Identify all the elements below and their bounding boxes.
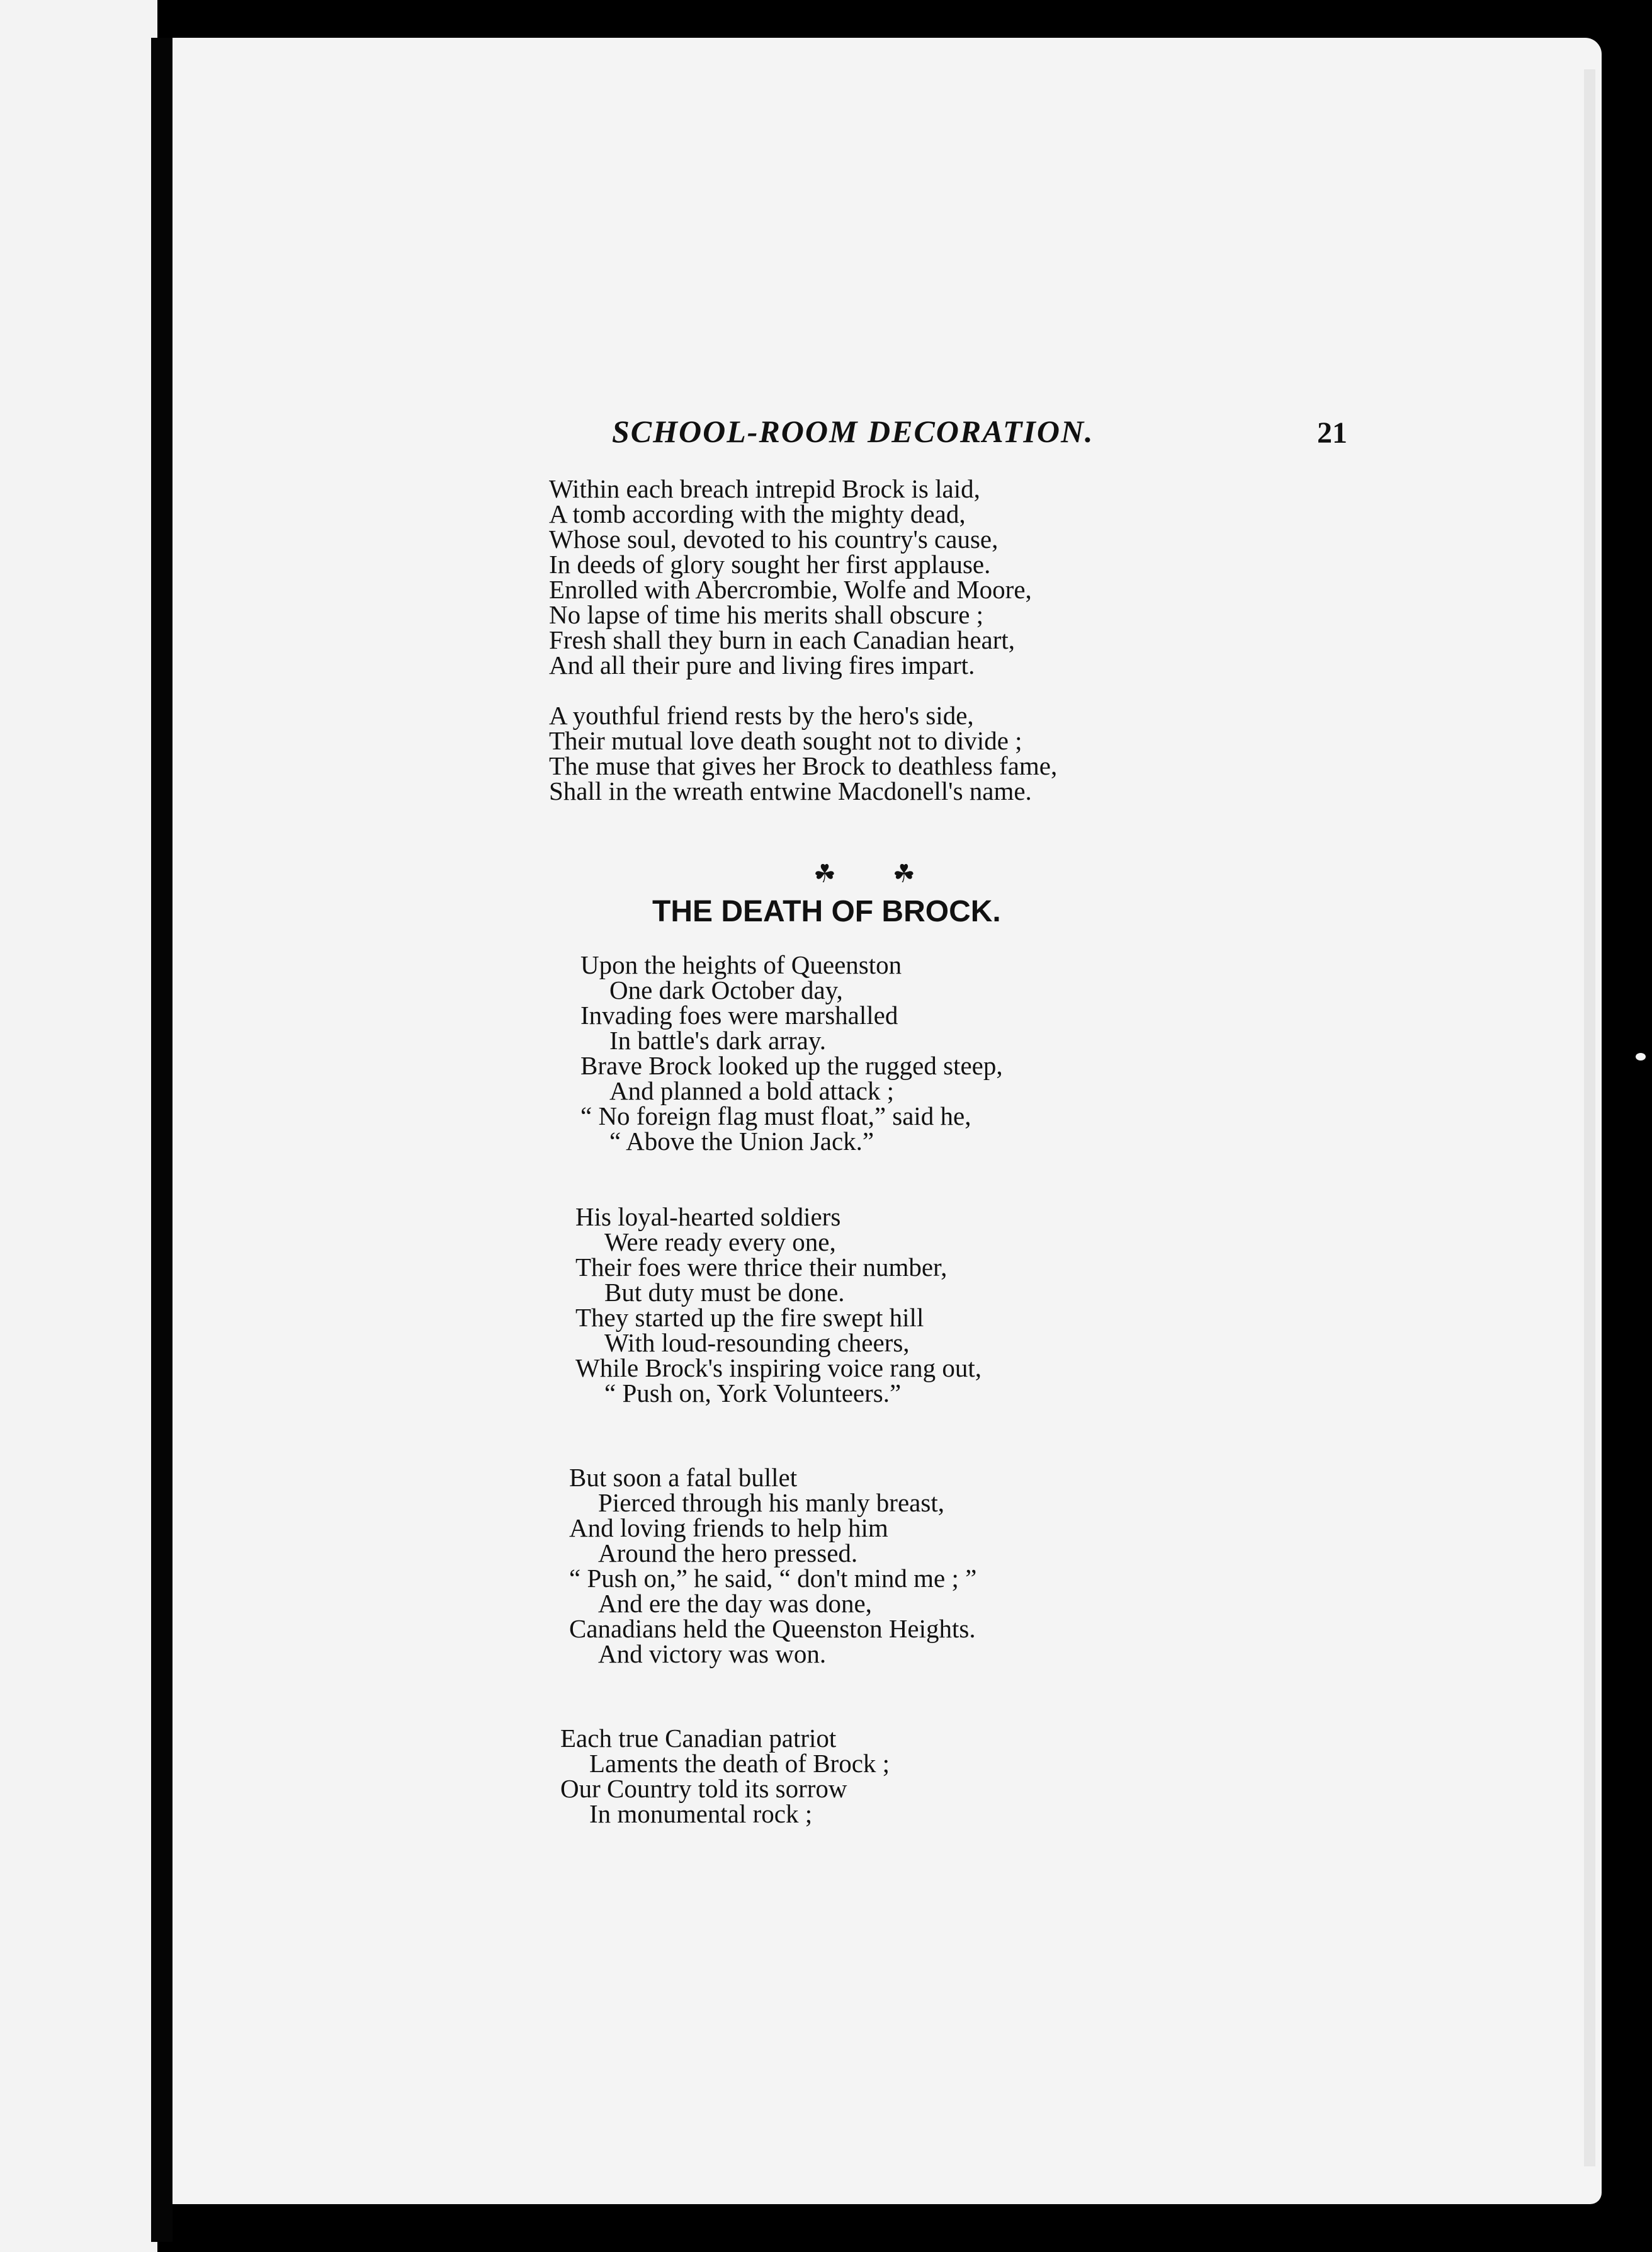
poem-line: With loud-resounding cheers, — [604, 1328, 910, 1357]
poem-two — [580, 952, 1003, 1154]
poem-one — [549, 476, 1057, 804]
poem-line: Around the hero pressed. — [598, 1538, 858, 1567]
poem-line: Their foes were thrice their number, — [575, 1253, 948, 1282]
scan-speck — [1636, 1053, 1646, 1061]
poem-line: Fresh shall they burn in each Canadian heart, — [549, 625, 1016, 654]
poem-line: And ere the day was done, — [598, 1589, 872, 1618]
poem-line: “ Above the Union Jack.” — [609, 1127, 874, 1156]
poem-line: Within each breach intrepid Brock is laid, — [549, 474, 980, 503]
poem-line: Laments the death of Brock ; — [589, 1749, 890, 1778]
poem-line: Their mutual love death sought not to divide ; — [549, 726, 1022, 755]
poem-line: Pierced through his manly breast, — [598, 1488, 944, 1517]
poem-line: In deeds of glory sought her first applause. — [549, 550, 991, 579]
clover-ornament: ☘ ☘ — [813, 860, 941, 888]
poem-line: Our Country told its sorrow — [560, 1774, 847, 1803]
scan-speck — [249, 2136, 258, 2161]
poem-line: The muse that gives her Brock to deathless fame, — [549, 751, 1058, 780]
poem-line: Were ready every one, — [604, 1227, 836, 1256]
poem-line: Canadians held the Queenston Heights. — [569, 1614, 976, 1643]
poem-line: A tomb according with the mighty dead, — [549, 499, 966, 528]
poem-line: And all their pure and living fires impart. — [549, 651, 975, 680]
poem-line: Enrolled with Abercrombie, Wolfe and Moore, — [549, 575, 1032, 604]
poem-line: Brave Brock looked up the rugged steep, — [580, 1051, 1003, 1080]
poem-two — [575, 1204, 982, 1406]
page-number: 21 — [1317, 416, 1347, 450]
poem-line: And planned a bold attack ; — [609, 1076, 895, 1105]
poem-line: They started up the fire swept hill — [575, 1303, 924, 1332]
poem-line: A youthful friend rests by the hero's side, — [549, 701, 974, 730]
poem-line: One dark October day, — [609, 975, 843, 1004]
poem-line: In battle's dark array. — [609, 1026, 826, 1055]
poem-line: But duty must be done. — [604, 1278, 845, 1307]
poem-line: Each true Canadian patriot — [560, 1724, 837, 1753]
poem-line: Upon the heights of Queenston — [580, 950, 902, 979]
poem-line: But soon a fatal bullet — [569, 1463, 798, 1492]
stanza-break — [549, 678, 1057, 703]
page-edge-shadow — [1584, 69, 1595, 2166]
poem-line: And victory was won. — [598, 1639, 827, 1668]
book-gutter — [151, 38, 173, 2242]
poem-line: His loyal-hearted soldiers — [575, 1202, 841, 1231]
running-head: SCHOOL-ROOM DECORATION. — [612, 414, 1094, 449]
poem-line: No lapse of time his merits shall obscure ; — [549, 600, 984, 629]
poem-line: Invading foes were marshalled — [580, 1001, 898, 1030]
poem-title: THE DEATH OF BROCK. — [652, 895, 1001, 928]
poem-line: “ No foreign flag must float,” said he, — [580, 1101, 971, 1130]
poem-line: While Brock's inspiring voice rang out, — [575, 1353, 982, 1382]
poem-line: In monumental rock ; — [589, 1799, 813, 1828]
poem-two — [560, 1726, 890, 1826]
poem-line: Shall in the wreath entwine Macdonell's name. — [549, 776, 1032, 805]
poem-two — [569, 1465, 976, 1666]
poem-line: “ Push on,” he said, “ don't mind me ; ” — [569, 1564, 977, 1593]
poem-line: Whose soul, devoted to his country's cause, — [549, 525, 999, 554]
poem-line: “ Push on, York Volunteers.” — [604, 1379, 902, 1408]
page-header — [604, 413, 1347, 463]
facing-page-edge — [0, 0, 157, 2252]
poem-line: And loving friends to help him — [569, 1513, 888, 1542]
